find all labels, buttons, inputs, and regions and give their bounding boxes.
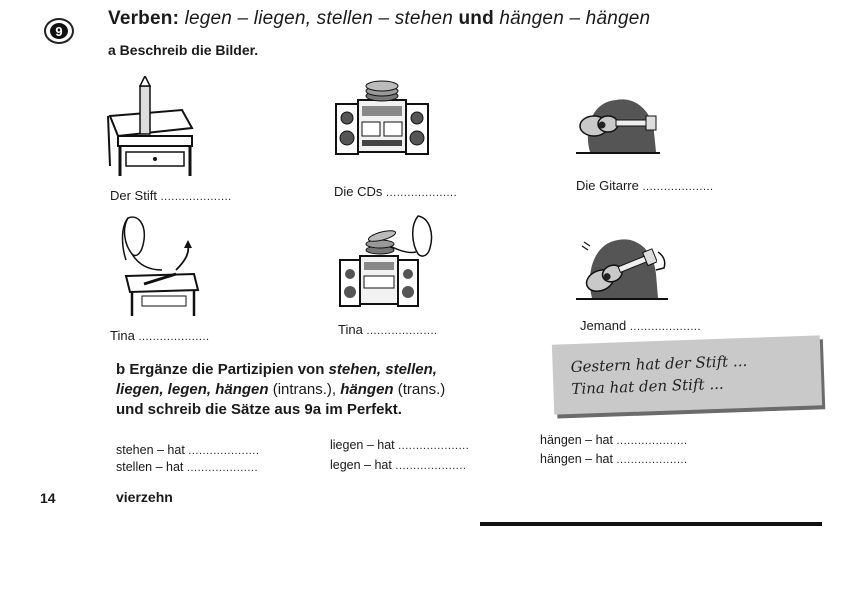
bottom-rule (480, 522, 822, 526)
verb-row-stehen-label: stehen – hat (116, 443, 185, 457)
title-pair-haengen: hängen – hängen (499, 8, 651, 29)
caption-pencil-text: Der Stift (110, 188, 157, 203)
caption-guitar-blank[interactable]: .................... (642, 181, 714, 193)
part-b-line-2 (116, 380, 536, 400)
part-a-heading: a Beschreib die Bilder. (108, 42, 259, 58)
caption-cds-text: Die CDs (334, 184, 383, 199)
part-b-verbs-2: liegen, legen, hängen (116, 381, 269, 398)
verb-row-legen (330, 458, 466, 472)
caption-guitar (576, 178, 714, 193)
note-line-2: Tina hat den Stift ... (571, 374, 724, 399)
pencil-on-table-picture (104, 76, 196, 180)
note-line-1: Gestern hat der Stift ... (570, 351, 748, 377)
caption-tina-cds-text: Tina (338, 322, 363, 337)
verb-row-stellen (116, 460, 258, 474)
verb-row-liegen-label: liegen – hat (330, 438, 395, 452)
exercise-title (108, 8, 650, 30)
part-b-trans: (trans.) (397, 381, 446, 398)
verb-row-stehen (116, 443, 259, 457)
verb-row-liegen (330, 438, 469, 452)
title-und: und (458, 8, 494, 29)
caption-pencil-blank[interactable]: .................... (160, 191, 232, 203)
part-b-intrans: (intrans.), (272, 381, 337, 398)
part-b-verbs-1: stehen, stellen, (328, 361, 437, 378)
verb-row-haengen-trans-label: hängen – hat (540, 452, 613, 466)
verb-row-liegen-blank[interactable]: .................... (398, 440, 470, 452)
verb-row-haengen-trans (540, 452, 688, 466)
caption-guitar-text: Die Gitarre (576, 178, 639, 193)
part-b-instructions (116, 360, 536, 420)
exercise-number: 9 (50, 23, 68, 39)
caption-pencil (110, 188, 232, 203)
caption-cds-blank[interactable]: .................... (386, 187, 458, 199)
guitar-on-wall-picture (576, 92, 660, 156)
caption-tina-pencil-text: Tina (110, 328, 135, 343)
caption-tina-cds-blank[interactable]: .................... (366, 325, 438, 337)
caption-tina-pencil-blank[interactable]: .................... (138, 331, 210, 343)
title-pair-stellen-stehen: stellen – stehen (316, 8, 453, 29)
verb-row-stellen-blank[interactable]: .................... (186, 462, 259, 474)
hand-hanging-guitar-picture (576, 232, 668, 302)
verb-row-haengen-intrans-blank[interactable]: .................... (616, 435, 688, 447)
part-b-line-1 (116, 360, 536, 380)
caption-tina-cds (338, 322, 438, 337)
caption-someone-guitar-text: Jemand (580, 318, 627, 333)
girl-putting-pencil-on-table-picture (118, 214, 202, 320)
verb-row-haengen-trans-blank[interactable]: .................... (616, 454, 688, 466)
part-b-haengen: hängen (340, 381, 394, 398)
part-b-prefix: b Ergänze die Partizipien von (116, 361, 325, 378)
verb-row-haengen-intrans-label: hängen – hat (540, 433, 613, 447)
caption-tina-pencil (110, 328, 210, 343)
cds-on-stereo-picture (334, 80, 430, 160)
example-note (552, 335, 822, 414)
verb-row-stellen-label: stellen – hat (116, 460, 184, 474)
verb-row-stehen-blank[interactable]: .................... (188, 445, 260, 457)
caption-someone-guitar-blank[interactable]: .................... (629, 321, 701, 333)
page-number: 14 (40, 490, 56, 506)
verb-row-legen-label: legen – hat (330, 458, 392, 472)
verb-row-haengen-intrans (540, 433, 688, 447)
title-verbs-label: Verben: (108, 8, 180, 29)
exercise-number-badge (44, 18, 74, 44)
page-number-word: vierzehn (116, 489, 173, 505)
part-b-line-3: und schreib die Sätze aus 9a im Perfekt. (116, 401, 402, 418)
verb-row-legen-blank[interactable]: .................... (395, 460, 467, 472)
caption-someone-guitar (580, 318, 701, 333)
title-pair-legen-liegen: legen – liegen, (184, 8, 312, 29)
caption-cds (334, 184, 457, 199)
girl-stacking-cds-picture (338, 212, 438, 312)
